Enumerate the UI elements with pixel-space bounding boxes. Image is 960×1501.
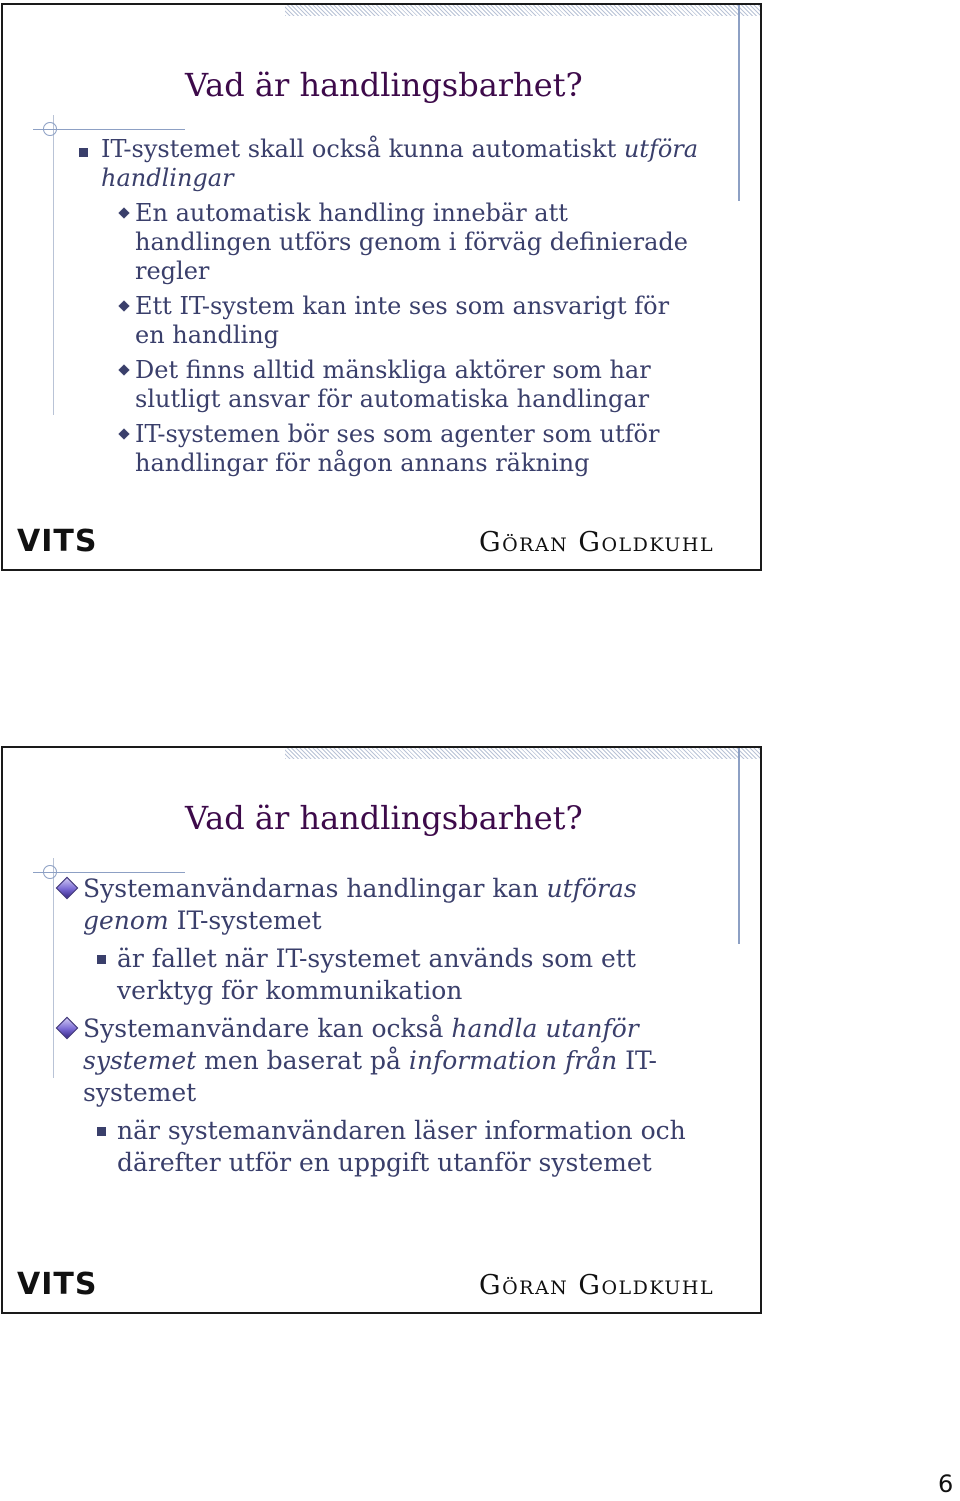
- bullet-text: IT-systemet: [83, 1046, 657, 1107]
- diamond-bullet-icon: [118, 428, 129, 439]
- sub-bullet: [57, 943, 697, 1007]
- decorative-line-right: [738, 748, 740, 944]
- bullet-italic: utföras genom: [83, 874, 637, 935]
- slide-2: [1, 746, 762, 1314]
- sub-bullet-text: En automatisk handling innebär att handlingen utförs genom i förväg definierade regler: [135, 199, 688, 285]
- bullet-text: IT-systemet skall också kunna automatiskt: [101, 135, 624, 163]
- footer-logo-vits: VITS: [17, 524, 98, 559]
- square-bullet-icon: [97, 1127, 106, 1136]
- crosshair-icon: [43, 865, 57, 879]
- footer-author: Göran Goldkuhl: [479, 1270, 715, 1301]
- slide-body: [57, 873, 697, 1185]
- diamond-bullet-icon: [56, 877, 79, 900]
- slide-title: Vad är handlingsbarhet?: [185, 799, 583, 837]
- sub-bullet: [63, 420, 703, 478]
- decorative-line-left: [53, 858, 54, 1078]
- sub-bullet-text: Ett IT-system kan inte ses som ansvarigt för en handling: [135, 292, 670, 349]
- footer-logo-vits: VITS: [17, 1267, 98, 1302]
- bullet: [57, 873, 697, 937]
- bullet-italic: information från: [408, 1046, 618, 1075]
- page-number: 6: [938, 1470, 954, 1498]
- bullet-text: Systemanvändare kan också: [83, 1014, 452, 1043]
- bullet-italic: utföra handlingar: [101, 135, 699, 192]
- bullet-text: men baserat på: [196, 1046, 409, 1075]
- slide-title: Vad är handlingsbarhet?: [185, 66, 583, 104]
- hatch-band: [285, 748, 760, 759]
- decorative-line-right: [738, 5, 740, 201]
- bullet-italic: handla utanför systemet: [83, 1014, 639, 1075]
- diamond-bullet-icon: [56, 1017, 79, 1040]
- hatch-band: [285, 5, 760, 16]
- sub-bullet-text: när systemanvändaren läser information och därefter utför en uppgift utanför systemet: [117, 1116, 686, 1177]
- sub-bullet: [63, 292, 703, 350]
- bullet: [57, 1013, 697, 1109]
- slide-body: [63, 135, 703, 484]
- sub-bullet-text: är fallet när IT-systemet används som ett verktyg för kommunikation: [117, 944, 636, 1005]
- sub-bullet: [63, 356, 703, 414]
- footer-author: Göran Goldkuhl: [479, 527, 715, 558]
- diamond-bullet-icon: [118, 300, 129, 311]
- bullet-text: Systemanvändarnas handlingar kan: [83, 874, 547, 903]
- slide-1: [1, 3, 762, 571]
- decorative-line-left: [53, 115, 54, 415]
- diamond-bullet-icon: [118, 364, 129, 375]
- diamond-bullet-icon: [118, 207, 129, 218]
- sub-bullet-text: IT-systemen bör ses som agenter som utför handlingar för någon annans räkning: [135, 420, 660, 477]
- square-bullet-icon: [79, 148, 88, 157]
- square-bullet-icon: [97, 955, 106, 964]
- sub-bullet: [57, 1115, 697, 1179]
- bullet: [63, 135, 703, 193]
- crosshair-icon: [43, 122, 57, 136]
- sub-bullet-text: Det finns alltid mänskliga aktörer som har slutligt ansvar för automatiska handlingar: [135, 356, 651, 413]
- sub-bullet: [63, 199, 703, 286]
- bullet-text: IT-systemet: [168, 906, 322, 935]
